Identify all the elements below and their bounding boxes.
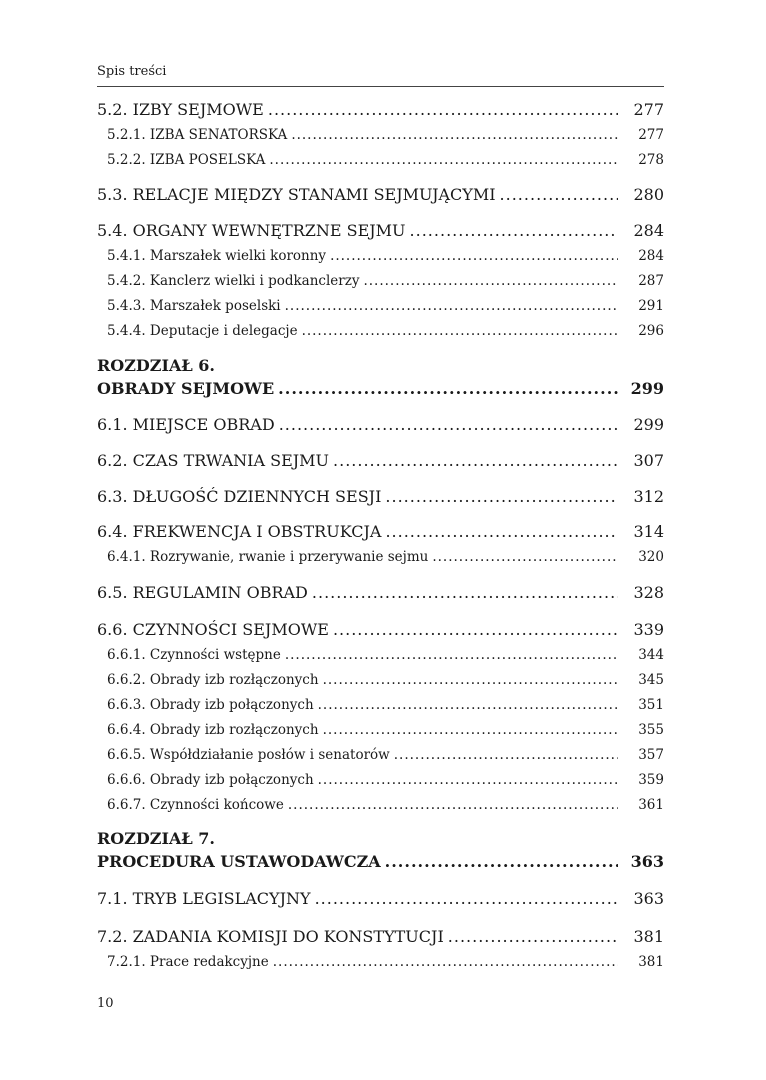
toc-subentry[interactable] [107, 697, 664, 713]
toc-subentry[interactable] [107, 722, 664, 738]
toc-entry-page: 363 [633, 889, 664, 908]
chapter-label: ROZDZIAŁ 6. [97, 356, 215, 375]
toc-entry-title: 7.2.1. Prace redakcyjne [107, 954, 269, 970]
toc-entry-title: 6.6.6. Obrady izb połączonych [107, 772, 314, 788]
leader-dots [385, 522, 618, 541]
toc-entry-title: 5.4. ORGANY WEWNĘTRZNE SEJMU [97, 221, 406, 240]
toc-entry-title: 6.4.1. Rozrywanie, rwanie i przerywanie sejmu [107, 549, 429, 565]
toc-entry-page: 381 [638, 954, 664, 970]
toc-entry-title: 6.6.1. Czynności wstępne [107, 647, 281, 663]
toc-entry-page: 312 [633, 487, 664, 506]
toc-entry[interactable] [97, 221, 664, 240]
chapter-entry[interactable] [97, 852, 664, 871]
toc-entry[interactable] [97, 415, 664, 434]
toc-entry-title: 6.6.7. Czynności końcowe [107, 797, 284, 813]
chapter-entry[interactable] [97, 379, 664, 398]
toc-subentry[interactable] [107, 298, 664, 314]
toc-subentry[interactable] [107, 954, 664, 970]
running-title: Spis treści [97, 64, 167, 79]
leader-dots [291, 127, 618, 143]
toc-entry-page: 296 [638, 323, 664, 339]
leader-dots [363, 273, 618, 289]
toc-entry-page: 278 [638, 152, 664, 168]
toc-entry-title: 5.4.4. Deputacje i delegacje [107, 323, 298, 339]
toc-entry[interactable] [97, 927, 664, 946]
toc-subentry[interactable] [107, 152, 664, 168]
toc-entry-page: 328 [633, 583, 664, 602]
toc-entry-title: 6.5. REGULAMIN OBRAD [97, 583, 308, 602]
toc-subentry[interactable] [107, 797, 664, 813]
toc-entry[interactable] [97, 583, 664, 602]
toc-subentry[interactable] [107, 248, 664, 264]
toc-subentry[interactable] [107, 672, 664, 688]
leader-dots [318, 772, 618, 788]
toc-entry-title: 6.6. CZYNNOŚCI SEJMOWE [97, 620, 329, 639]
leader-dots [330, 248, 618, 264]
toc-subentry[interactable] [107, 747, 664, 763]
toc-entry-title: 5.4.3. Marszałek poselski [107, 298, 281, 314]
chapter-title: PROCEDURA USTAWODAWCZA [97, 852, 381, 871]
leader-dots [302, 323, 618, 339]
chapter-title: OBRADY SEJMOWE [97, 379, 275, 398]
toc-entry-title: 7.2. ZADANIA KOMISJI DO KONSTYTUCJI [97, 927, 444, 946]
leader-dots [432, 549, 618, 565]
leader-dots [333, 620, 618, 639]
leader-dots [278, 379, 618, 398]
toc-subentry[interactable] [107, 323, 664, 339]
toc-entry-title: 5.4.1. Marszałek wielki koronny [107, 248, 327, 264]
toc-subentry[interactable] [107, 127, 664, 143]
toc-entry-page: 277 [638, 127, 664, 143]
toc-entry[interactable] [97, 620, 664, 639]
toc-entry-title: 5.4.2. Kanclerz wielki i podkanclerzy [107, 273, 360, 289]
toc-entry-page: 345 [638, 672, 664, 688]
toc-subentry[interactable] [107, 647, 664, 663]
leader-dots [385, 487, 618, 506]
toc-entry-title: 6.2. CZAS TRWANIA SEJMU [97, 451, 330, 470]
toc-entry-title: 6.6.2. Obrady izb rozłączonych [107, 672, 319, 688]
leader-dots [448, 927, 618, 946]
toc-entry-title: 5.2. IZBY SEJMOWE [97, 100, 264, 119]
leader-dots [318, 697, 618, 713]
toc-entry-page: 299 [630, 379, 664, 398]
toc-entry-title: 6.6.5. Współdziałanie posłów i senatorów [107, 747, 390, 763]
toc-subentry[interactable] [107, 273, 664, 289]
leader-dots [410, 221, 618, 240]
toc-entry-page: 284 [638, 248, 664, 264]
toc-subentry[interactable] [107, 549, 664, 565]
toc-entry-page: 359 [638, 772, 664, 788]
toc-entry[interactable] [97, 889, 664, 908]
leader-dots [279, 415, 618, 434]
leader-dots [285, 298, 618, 314]
leader-dots [500, 185, 618, 204]
toc-entry-page: 314 [633, 522, 664, 541]
leader-dots [268, 100, 618, 119]
leader-dots [288, 797, 618, 813]
toc-entry[interactable] [97, 487, 664, 506]
toc-entry-page: 339 [633, 620, 664, 639]
toc-entry-title: 6.1. MIEJSCE OBRAD [97, 415, 275, 434]
toc-entry-page: 287 [638, 273, 664, 289]
toc-entry-title: 6.6.3. Obrady izb połączonych [107, 697, 314, 713]
toc-entry[interactable] [97, 100, 664, 119]
toc-entry-page: 357 [638, 747, 664, 763]
toc-entry-page: 363 [630, 852, 664, 871]
toc-entry-title: 5.2.1. IZBA SENATORSKA [107, 127, 288, 143]
toc-entry[interactable] [97, 185, 664, 204]
toc-entry-page: 284 [633, 221, 664, 240]
toc-entry-page: 381 [633, 927, 664, 946]
chapter-label: ROZDZIAŁ 7. [97, 829, 215, 848]
toc-entry-page: 344 [638, 647, 664, 663]
toc-entry-title: 5.2.2. IZBA POSELSKA [107, 152, 266, 168]
toc-entry-page: 361 [638, 797, 664, 813]
leader-dots [323, 672, 618, 688]
toc-entry[interactable] [97, 522, 664, 541]
toc-entry-title: 6.6.4. Obrady izb rozłączonych [107, 722, 319, 738]
toc-entry-title: 5.3. RELACJE MIĘDZY STANAMI SEJMUJĄCYMI [97, 185, 496, 204]
leader-dots [394, 747, 618, 763]
toc-entry-page: 307 [633, 451, 664, 470]
leader-dots [315, 889, 618, 908]
toc-entry-page: 277 [633, 100, 664, 119]
toc-entry-page: 291 [638, 298, 664, 314]
toc-entry-title: 6.4. FREKWENCJA I OBSTRUKCJA [97, 522, 382, 541]
leader-dots [285, 647, 618, 663]
leader-dots [333, 451, 618, 470]
leader-dots [323, 722, 618, 738]
leader-dots [312, 583, 618, 602]
page-number: 10 [97, 996, 114, 1011]
toc-entry-page: 351 [638, 697, 664, 713]
toc-entry-title: 6.3. DŁUGOŚĆ DZIENNYCH SESJI [97, 487, 382, 506]
toc-entry-title: 7.1. TRYB LEGISLACYJNY [97, 889, 311, 908]
toc-entry-page: 299 [633, 415, 664, 434]
toc-entry[interactable] [97, 451, 664, 470]
running-header [97, 64, 664, 87]
leader-dots [385, 852, 618, 871]
toc-entry-page: 320 [638, 549, 664, 565]
toc-entry-page: 280 [633, 185, 664, 204]
leader-dots [273, 954, 618, 970]
toc-subentry[interactable] [107, 772, 664, 788]
toc-entry-page: 355 [638, 722, 664, 738]
leader-dots [269, 152, 618, 168]
